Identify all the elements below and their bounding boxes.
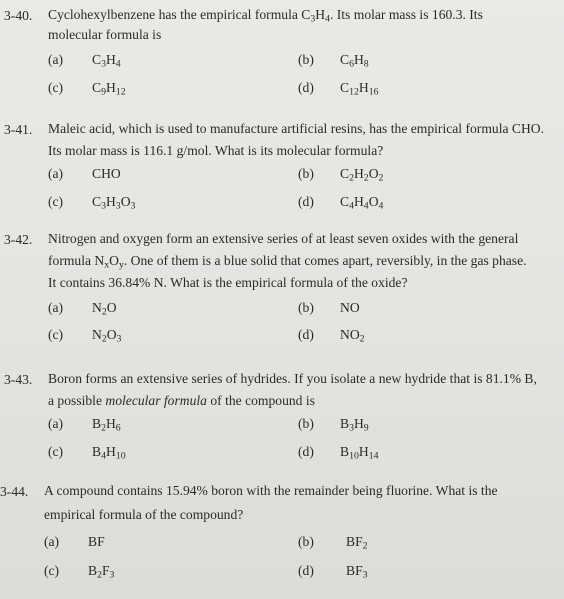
option-label: (b)	[298, 52, 314, 67]
option-label: (b)	[298, 534, 314, 549]
question-line: Cyclohexylbenzene has the empirical formula $C_3H_4$. Its molar mass is 160.3. Its	[48, 7, 483, 25]
question-line: Boron forms an extensive series of hydrides. If you isolate a new hydride that is 81.1% B,	[48, 371, 537, 386]
option-answer: $C_4H_4O_4$	[340, 194, 384, 212]
option-label: (d)	[298, 327, 314, 342]
option-answer: $C_2H_2O_2$	[340, 166, 384, 184]
option-label: (b)	[298, 416, 314, 431]
option-answer: $C_6H_8$	[340, 52, 369, 70]
question-line: molecular formula is	[48, 27, 162, 42]
option-answer: BF	[88, 534, 105, 549]
option-label: (a)	[44, 534, 60, 549]
problem-number: 3-41.	[4, 122, 33, 137]
option-answer: $NO_2$	[340, 327, 365, 345]
question-line: empirical formula of the compound?	[44, 507, 244, 522]
option-label: (b)	[298, 166, 314, 181]
question-line: Nitrogen and oxygen form an extensive series of at least seven oxides with the general	[48, 231, 519, 246]
option-label: (d)	[298, 194, 314, 209]
problem-number: 3-42.	[4, 232, 33, 247]
option-answer: $N_2O$	[92, 300, 117, 318]
problem-number: 3-44.	[0, 484, 29, 499]
option-answer: $B_3H_9$	[340, 416, 369, 434]
option-answer: $N_2O_3$	[92, 327, 122, 345]
option-answer: $B_2H_6$	[92, 416, 121, 434]
option-label: (c)	[48, 327, 64, 342]
option-answer: $C_3H_4$	[92, 52, 121, 70]
question-line: A compound contains 15.94% boron with the remainder being fluorine. What is the	[44, 483, 498, 498]
option-label: (a)	[48, 166, 64, 181]
problem-number: 3-43.	[4, 372, 33, 387]
option-label: (a)	[48, 416, 64, 431]
option-answer: $C_9H_{12}$	[92, 80, 126, 98]
question-line: formula $N_xO_y$. One of them is a blue solid that comes apart, reversibly, in the gas phase.	[48, 253, 527, 271]
option-answer: $BF_3$	[346, 563, 368, 581]
question-line: Maleic acid, which is used to manufacture artificial resins, has the empirical formula CHO.	[48, 121, 545, 136]
option-label: (d)	[298, 80, 314, 95]
option-answer: $B_{10}H_{14}$	[340, 444, 379, 462]
option-label: (c)	[48, 194, 64, 209]
option-label: (d)	[298, 563, 314, 578]
option-label: (c)	[48, 80, 64, 95]
option-answer: CHO	[92, 166, 121, 181]
option-answer: $C_{12}H_{16}$	[340, 80, 379, 98]
option-answer: $C_3H_3O_3$	[92, 194, 136, 212]
question-line: a possible molecular formula of the compound is	[48, 393, 315, 408]
option-label: (a)	[48, 300, 64, 315]
option-label: (c)	[48, 444, 64, 459]
option-label: (a)	[48, 52, 64, 67]
option-label: (c)	[44, 563, 60, 578]
question-line: It contains 36.84% N. What is the empirical formula of the oxide?	[48, 275, 408, 290]
question-line: Its molar mass is 116.1 g/mol. What is its molecular formula?	[48, 143, 384, 158]
option-answer: $B_2F_3$	[88, 563, 115, 581]
option-answer: NO	[340, 300, 360, 315]
option-label: (b)	[298, 300, 314, 315]
option-answer: $BF_2$	[346, 534, 368, 552]
problem-number: 3-40.	[4, 8, 33, 23]
option-label: (d)	[298, 444, 314, 459]
option-answer: $B_4H_{10}$	[92, 444, 126, 462]
